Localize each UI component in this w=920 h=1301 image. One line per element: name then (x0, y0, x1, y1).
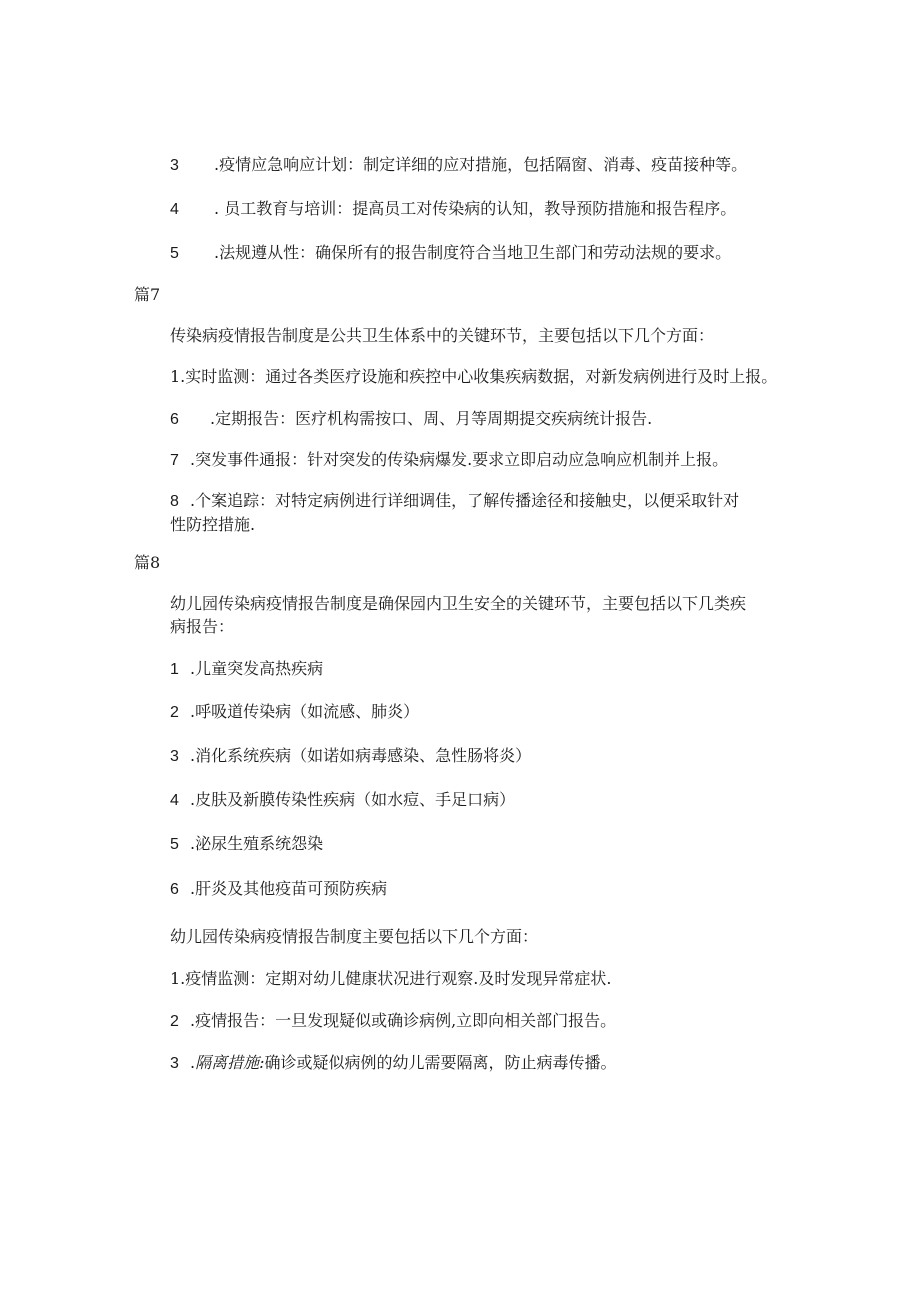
list-item (170, 659, 323, 680)
item-number: 4 (170, 201, 179, 218)
item-separator: . (210, 409, 216, 428)
item-number: 5 (170, 245, 179, 262)
item-number: 6 (170, 411, 179, 428)
list-item (170, 879, 387, 900)
list-item (170, 834, 323, 855)
item-separator: . (190, 450, 196, 469)
item-number: 6 (170, 881, 179, 898)
list-item-continuation: 性防控措施. (170, 515, 256, 534)
list-item (170, 450, 728, 471)
item-number: 7 (170, 452, 179, 469)
list-item (170, 409, 652, 430)
paragraph: 传染病疫情报告制度是公共卫生体系中的关键环节，主要包括以下几个方面： (170, 326, 715, 345)
item-number: 5 (170, 836, 179, 853)
paragraph: 幼儿园传染病疫情报告制度主要包括以下几个方面： (170, 927, 539, 946)
item-separator: . (190, 790, 196, 809)
list-item (170, 491, 739, 512)
item-separator: . (190, 491, 196, 510)
paragraph: 幼儿园传染病疫情报告制度是确保园内卫生安全的关键环节，主要包括以下几类疾 (170, 594, 747, 613)
list-item (170, 243, 731, 264)
item-separator: . (190, 834, 196, 853)
item-text: 确诊或疑似病例的幼儿需要隔离，防止病毒传播。 (264, 1053, 617, 1072)
list-item (170, 1011, 616, 1032)
item-number: 3 (170, 157, 179, 174)
item-text: 个案追踪：对特定病例进行详细调佳，了解传播途径和接触史，以便采取针对 (195, 491, 740, 510)
list-item (170, 1053, 617, 1074)
item-label: 隔离措施: (195, 1053, 265, 1072)
item-number: 3 (170, 1055, 179, 1072)
item-text: 突发事件通报：针对突发的传染病爆发.要求立即启动应急响应机制并上报。 (195, 450, 729, 469)
list-item: 1.疫情监测：定期对幼儿健康状况进行观察.及时发现异常症状. (170, 969, 612, 988)
item-separator: . (190, 702, 196, 721)
list-item: 1.实时监测：通过各类医疗设施和疾控中心收集疾病数据，对新发病例进行及时上报。 (170, 367, 778, 386)
item-text: 疫情应急响应计划：制定详细的应对措施，包括隔窗、消毒、疫苗接种等。 (219, 155, 748, 174)
section-heading: 篇8 (134, 553, 161, 572)
item-text: 定期报告：医疗机构需按口、周、月等周期提交疾病统计报告. (215, 409, 653, 428)
item-text: 皮肤及新膜传染性疾病（如水痘、手足口病） (195, 790, 516, 809)
item-text: 员工教育与培训：提高员工对传染病的认知，教导预防措施和报告程序。 (224, 199, 737, 218)
list-item (170, 155, 747, 176)
item-number: 4 (170, 792, 179, 809)
item-text: 儿童突发高热疾病 (195, 659, 324, 678)
item-separator: . (190, 879, 196, 898)
item-separator: . (190, 1011, 196, 1030)
item-text: 肝炎及其他疫苗可预防疾病 (195, 879, 388, 898)
item-number: 2 (170, 1013, 179, 1030)
paragraph: 病报告： (170, 617, 235, 636)
list-item (170, 790, 515, 811)
item-text: 疫情报告：一旦发现疑似或确诊病例,立即向相关部门报告。 (195, 1011, 617, 1030)
item-separator: . (214, 155, 220, 174)
list-item (170, 746, 531, 767)
item-separator: . (190, 659, 196, 678)
item-separator: . (190, 746, 196, 765)
item-text: 呼吸道传染病（如流感、肺炎） (195, 702, 420, 721)
item-separator: . (190, 1053, 196, 1072)
item-number: 2 (170, 704, 179, 721)
item-text: 消化系统疾病（如诺如病毒感染、急性肠将炎） (195, 746, 532, 765)
section-heading: 篇7 (134, 285, 161, 304)
item-number: 3 (170, 748, 179, 765)
item-separator: . (214, 199, 220, 218)
item-number: 8 (170, 493, 179, 510)
item-separator: . (214, 243, 220, 262)
list-item (170, 702, 419, 723)
list-item (170, 199, 736, 220)
item-text: 法规遵从性：确保所有的报告制度符合当地卫生部门和劳动法规的要求。 (219, 243, 732, 262)
item-number: 1 (170, 661, 179, 678)
item-text: 泌尿生殖系统怨染 (195, 834, 324, 853)
